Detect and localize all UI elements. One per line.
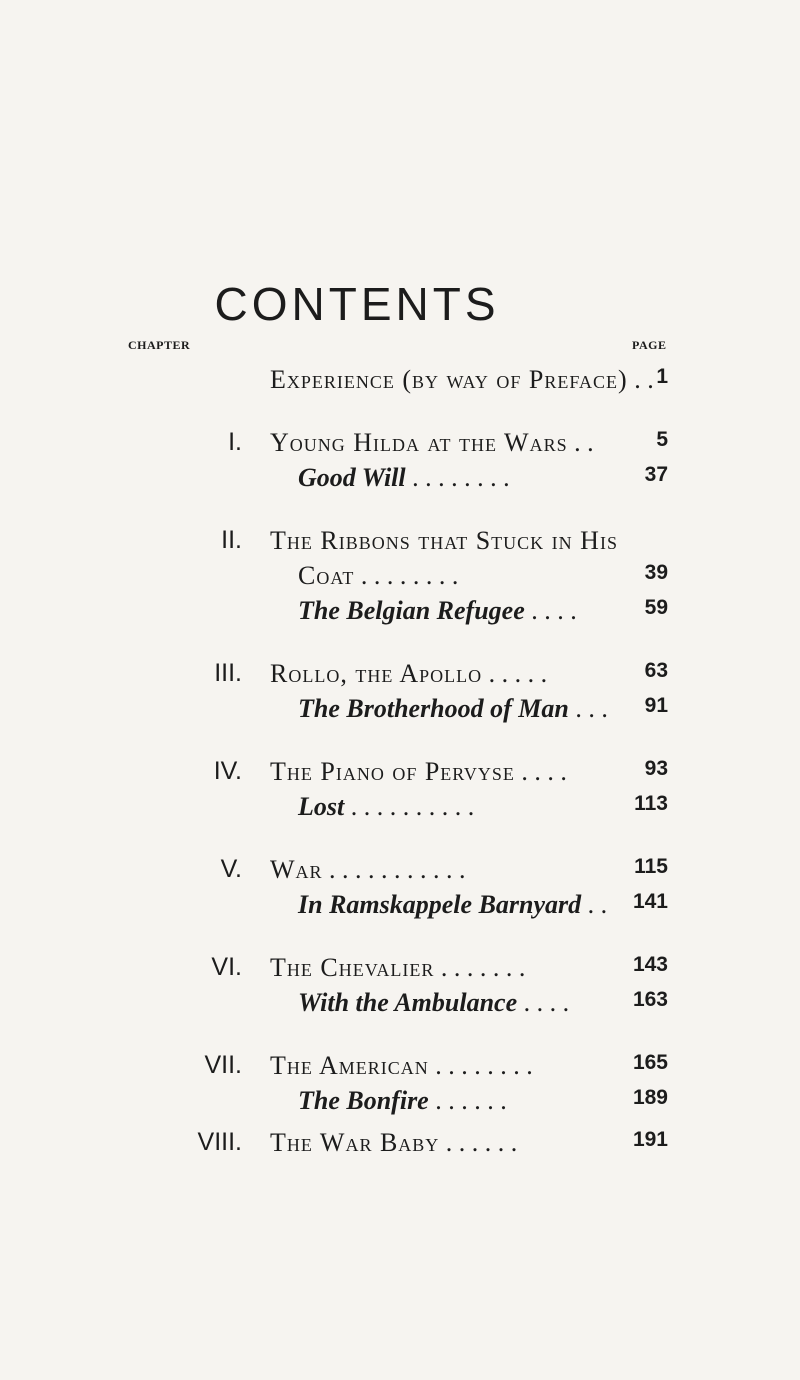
chapter-number: V. (220, 855, 242, 883)
page-column-header: PAGE (632, 338, 667, 352)
toc-entry[interactable] (0, 855, 800, 895)
entry-title: The War Baby . . . . . . (270, 1128, 518, 1157)
dot-leader: . . (581, 890, 608, 919)
toc-entry[interactable] (0, 659, 800, 699)
chapter-number: III. (214, 659, 242, 687)
toc-entry[interactable] (0, 526, 800, 566)
toc-entry[interactable] (0, 463, 800, 503)
dot-leader: . . . . (517, 988, 570, 1017)
toc-entry[interactable] (0, 792, 800, 832)
dot-leader: . . . . (524, 596, 577, 625)
dot-leader: . . . (568, 694, 608, 723)
page-number: 163 (632, 988, 668, 1011)
page-number: 165 (632, 1051, 668, 1074)
dot-leader: . . . . . . . . (405, 463, 510, 492)
page-number: 5 (656, 428, 668, 451)
chapter-number: II. (221, 526, 242, 554)
chapter-number: IV. (213, 757, 242, 785)
toc-entry[interactable] (0, 561, 800, 601)
dot-leader: . . . . . . . . . . . (322, 855, 466, 884)
page-number: 143 (632, 953, 668, 976)
entry-title: Young Hilda at the Wars . . (270, 428, 594, 457)
dot-leader: . . (627, 365, 654, 394)
toc-entry[interactable] (0, 1128, 800, 1168)
dot-leader: . . . . . . (428, 1086, 507, 1115)
page-number: 63 (644, 659, 668, 682)
toc-entry[interactable] (0, 596, 800, 636)
dot-leader: . . . . . . . . (428, 1051, 533, 1080)
page-number: 115 (634, 855, 668, 878)
dot-leader: . . . . . . . (434, 953, 526, 982)
dot-leader: . . . . . . . . . . (344, 792, 475, 821)
entry-title: War . . . . . . . . . . . (270, 855, 466, 884)
page-number: 91 (644, 694, 668, 717)
toc-entry[interactable] (0, 890, 800, 930)
dot-leader: . . . . . . (439, 1128, 518, 1157)
toc-entry[interactable] (0, 953, 800, 993)
chapter-number: VII. (204, 1051, 242, 1079)
dot-leader: . . . . . (482, 659, 548, 688)
entry-title: Rollo, the Apollo . . . . . (270, 659, 548, 688)
entry-title: Good Will . . . . . . . . (298, 463, 510, 492)
page-number: 113 (634, 792, 668, 815)
dot-leader: . . . . (514, 757, 567, 786)
toc-entry[interactable] (0, 365, 800, 405)
toc-entry[interactable] (0, 1086, 800, 1126)
entry-title: In Ramskappele Barnyard . . (298, 890, 608, 919)
page-number: 191 (632, 1128, 668, 1151)
dot-leader: . . (567, 428, 594, 457)
page-number: 189 (632, 1086, 668, 1109)
page-number: 37 (644, 463, 668, 486)
entry-title: Experience (by way of Preface) . . (270, 365, 654, 394)
entry-title: The Brotherhood of Man . . . (298, 694, 608, 723)
entry-title: The Piano of Pervyse . . . . (270, 757, 567, 786)
entry-title: Coat . . . . . . . . (298, 561, 459, 590)
page-number: 59 (644, 596, 668, 619)
entry-title: The Belgian Refugee . . . . (298, 596, 577, 625)
chapter-column-header: CHAPTER (128, 338, 191, 352)
toc-entry[interactable] (0, 428, 800, 468)
page-number: 141 (632, 890, 668, 913)
page-number: 1 (656, 365, 668, 388)
entry-title: The Chevalier . . . . . . . (270, 953, 526, 982)
chapter-number: VIII. (197, 1128, 242, 1156)
page-title: CONTENTS (214, 278, 500, 330)
entry-title: The Bonfire . . . . . . (298, 1086, 507, 1115)
toc-entry[interactable] (0, 757, 800, 797)
dot-leader: . . . . . . . . (354, 561, 459, 590)
chapter-number: I. (228, 428, 242, 456)
page-number: 93 (644, 757, 668, 780)
entry-title: Lost . . . . . . . . . . (298, 792, 475, 821)
chapter-number: VI. (211, 953, 242, 981)
entry-title: The Ribbons that Stuck in His (270, 526, 618, 555)
toc-entry[interactable] (0, 1051, 800, 1091)
entry-title: The American . . . . . . . . (270, 1051, 533, 1080)
toc-entry[interactable] (0, 988, 800, 1028)
page-number: 39 (644, 561, 668, 584)
entry-title: With the Ambulance . . . . (298, 988, 570, 1017)
toc-entry[interactable] (0, 694, 800, 734)
